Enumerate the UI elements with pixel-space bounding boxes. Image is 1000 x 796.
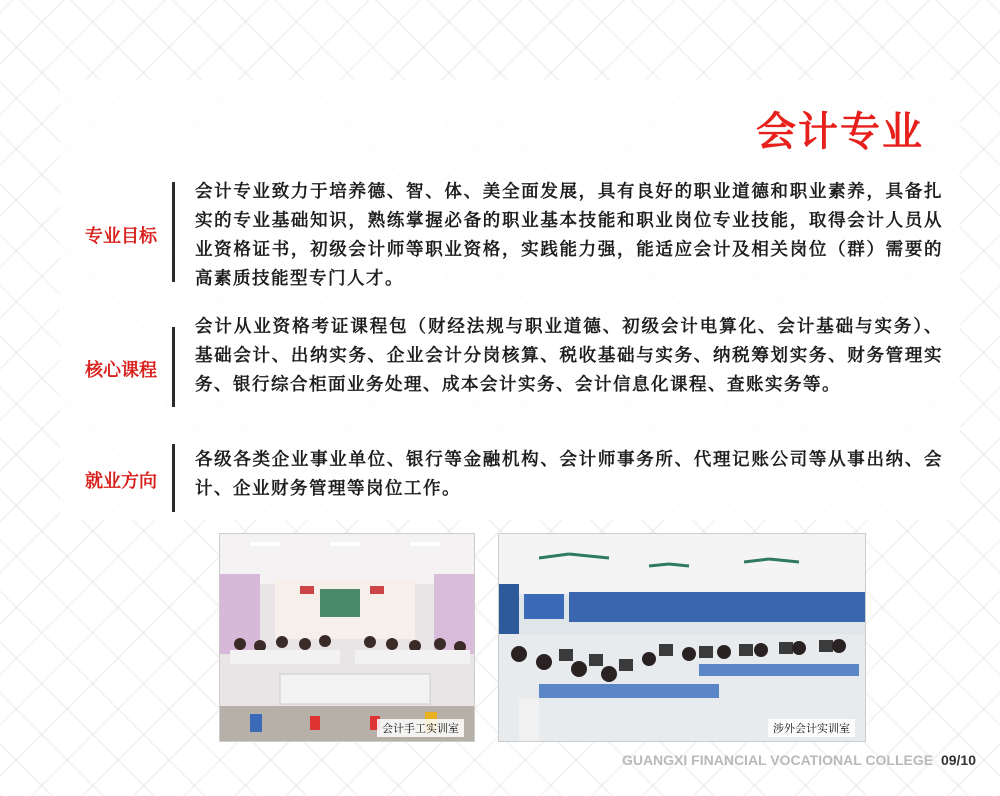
photo-caption: 涉外会计实训室 xyxy=(768,719,855,737)
page-title: 会计专业 xyxy=(756,109,924,155)
section-text: 各级各类企业事业单位、银行等金融机构、会计师事务所、代理记账公司等从事出纳、会计、企业财务管理等岗位工作。 xyxy=(195,450,943,499)
section-divider xyxy=(172,327,175,407)
section-text: 会计专业致力于培养德、智、体、美全面发展，具有良好的职业道德和职业素养，具备扎实的专业基础知识，熟练掌握必备的职业基本技能和职业岗位专业技能，取得会计人员从业资格证书，初级会计师等职业资格，实践能力强，能适应会计及相关岗位（群）需要的高素质技能型专门人才。 xyxy=(195,182,943,289)
section-label: 专业目标 xyxy=(85,226,157,247)
college-name: GUANGXI FINANCIAL VOCATIONAL COLLEGE xyxy=(621,752,934,768)
classroom-photo-illustration xyxy=(220,534,474,741)
section-career xyxy=(60,446,960,516)
computer-lab-photo-illustration xyxy=(499,534,865,741)
section-courses xyxy=(60,313,960,423)
section-divider xyxy=(172,444,175,512)
section-goal xyxy=(60,178,960,288)
photo-manual-training-room xyxy=(219,533,475,742)
section-text: 会计从业资格考证课程包（财经法规与职业道德、初级会计电算化、会计基础与实务）、基础会计、出纳实务、企业会计分岗核算、税收基础与实务、纳税筹划实务、财务管理实务、银行综合柜面业务处理、成本会计实务、会计信息化课程、查账实务等。 xyxy=(195,317,943,395)
photo-caption: 会计手工实训室 xyxy=(377,719,464,737)
section-label: 就业方向 xyxy=(85,471,157,492)
footer xyxy=(622,752,976,768)
page-number: 09/10 xyxy=(940,752,976,768)
section-label: 核心课程 xyxy=(85,360,157,381)
photo-foreign-training-room xyxy=(498,533,866,742)
section-divider xyxy=(172,182,175,282)
